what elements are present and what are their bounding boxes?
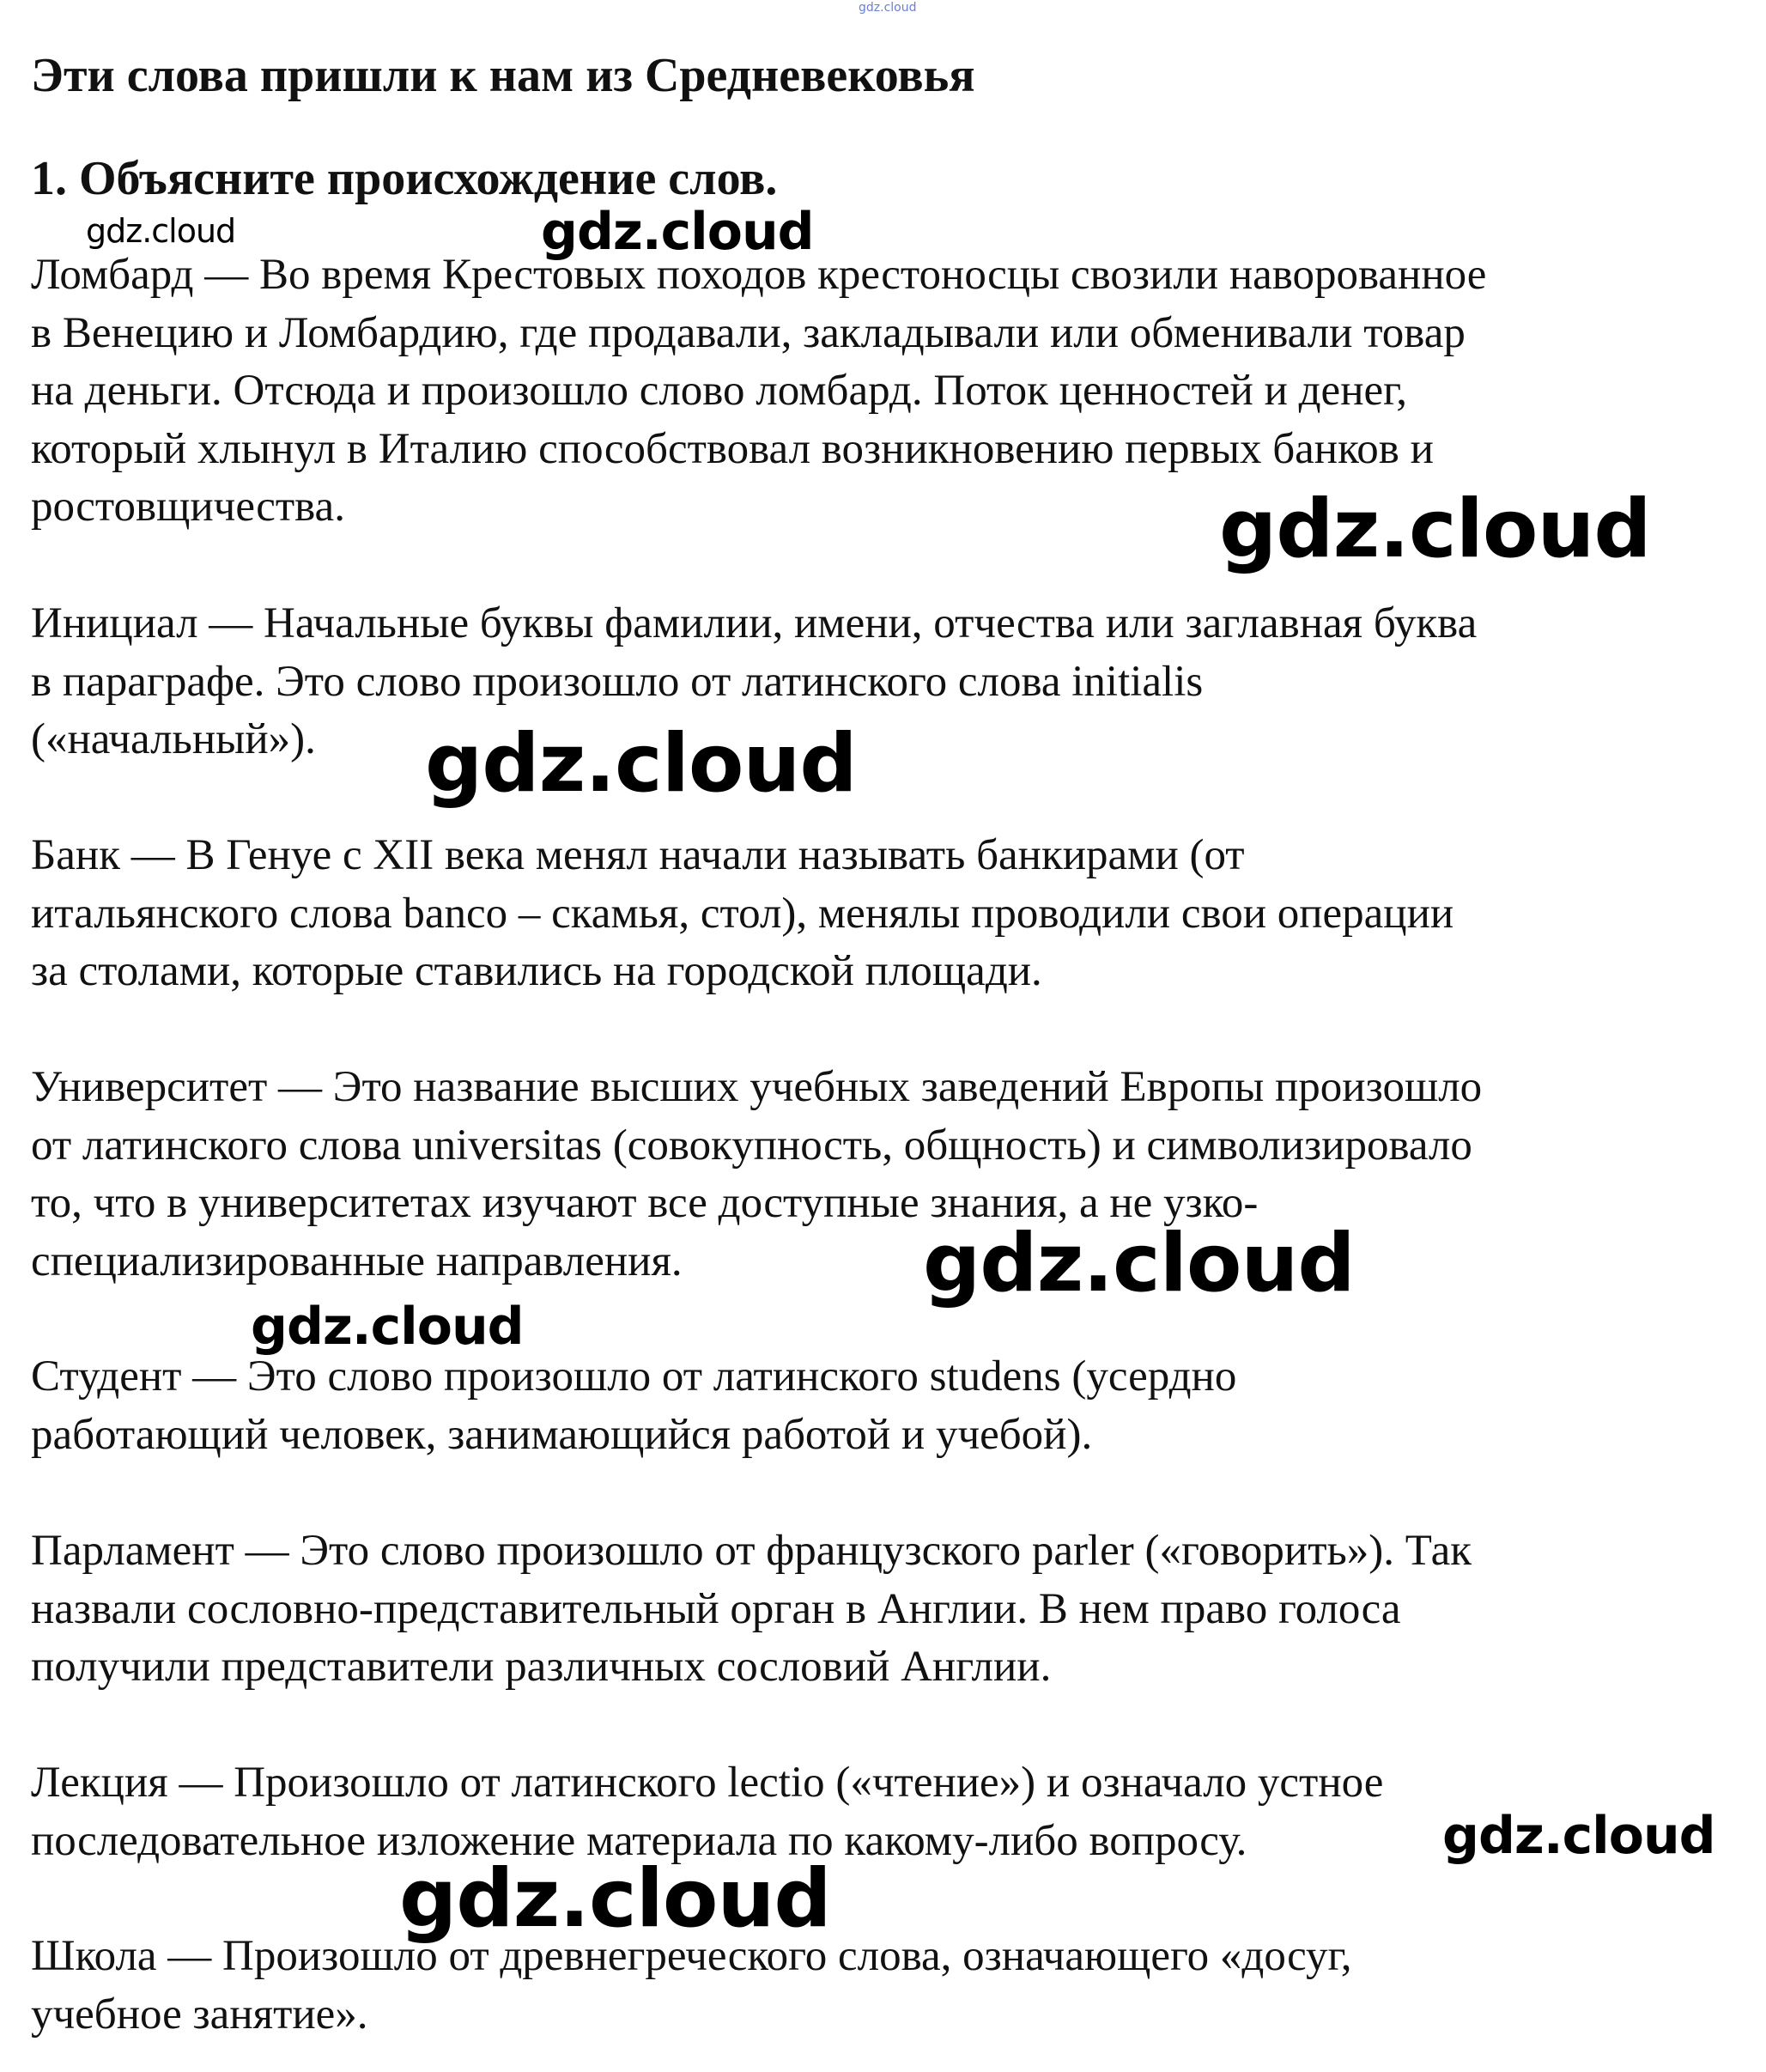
entry-line: Студент — Это слово произошло от латинского studens (усердно — [31, 1352, 1237, 1401]
entry-line: Университет — Это название высших учебных заведений Европы произошло — [31, 1063, 1483, 1111]
entry-line: работающий человек, занимающийся работой и учебой). — [31, 1410, 1093, 1459]
entry-line: назвали сословно-представительный орган в Англии. В нем право голоса — [31, 1584, 1401, 1633]
entry-line: Инициал — Начальные буквы фамилии, имени, отчества или заглавная буква — [31, 599, 1478, 647]
entry-line: учебное занятие». — [31, 1990, 368, 2039]
entry-line: последовательное изложение материала по какому-либо вопросу. — [31, 1816, 1247, 1865]
entry-bank — [31, 827, 1735, 1001]
watermark-large: gdz.cloud — [399, 1852, 831, 1946]
entry-line: в Венецию и Ломбардию, где продавали, закладывали или обменивали товар — [31, 308, 1466, 357]
entry-line: который хлынул в Италию способствовал возникновению первых банков и — [31, 424, 1434, 473]
watermark-top: gdz.cloud — [859, 1, 917, 15]
entry-line: («начальный»). — [31, 715, 316, 763]
entry-line: Школа — Произошло от древнегреческого слова, означающего «досуг, — [31, 1932, 1352, 1980]
entry-student — [31, 1348, 1735, 1464]
entry-line: Лекция — Произошло от латинского lectio («чтение») и означало устное — [31, 1759, 1384, 1807]
entry-line: за столами, которые ставились на городской площади. — [31, 947, 1042, 995]
entry-line: Банк — В Генуе с XII века менял начали называть банкирами (от — [31, 831, 1245, 879]
entry-line: Ломбард — Во время Крестовых походов крестоносцы свозили наворованное — [31, 251, 1487, 299]
entry-university — [31, 1059, 1735, 1291]
entry-school — [31, 1928, 1735, 2044]
entry-line: получили представители различных сословий Англии. — [31, 1643, 1052, 1691]
watermark-large: gdz.cloud — [1219, 483, 1651, 576]
watermark-large: gdz.cloud — [923, 1217, 1355, 1310]
entry-line: от латинского слова universitas (совокупность, общность) и символизировало — [31, 1121, 1472, 1170]
page-title: Эти слова пришли к нам из Средневековья — [31, 49, 975, 102]
watermark-medium: gdz.cloud — [541, 202, 814, 262]
entry-line: специализированные направления. — [31, 1237, 683, 1285]
entry-line: ростовщичества. — [31, 483, 345, 531]
task-heading: 1. Объясните происхождение слов. — [31, 152, 778, 205]
watermark-small: gdz.cloud — [86, 212, 236, 250]
watermark-large: gdz.cloud — [425, 717, 857, 811]
entry-line: Парламент — Это слово произошло от французского parler («говорить»). Так — [31, 1527, 1472, 1575]
watermark-medium: gdz.cloud — [251, 1297, 524, 1357]
entry-parliament — [31, 1522, 1735, 1697]
entry-initial — [31, 595, 1735, 769]
entry-line: итальянского слова banco – скамья, стол), менялы проводили свои операции — [31, 889, 1454, 938]
entry-line: в параграфе. Это слово произошло от латинского слова initialis — [31, 657, 1204, 706]
entry-line: на деньги. Отсюда и произошло слово ломбард. Поток ценностей и денег, — [31, 367, 1408, 415]
entry-line: то, что в университетах изучают все доступные знания, а не узко- — [31, 1179, 1259, 1227]
watermark-medium: gdz.cloud — [1442, 1806, 1715, 1866]
